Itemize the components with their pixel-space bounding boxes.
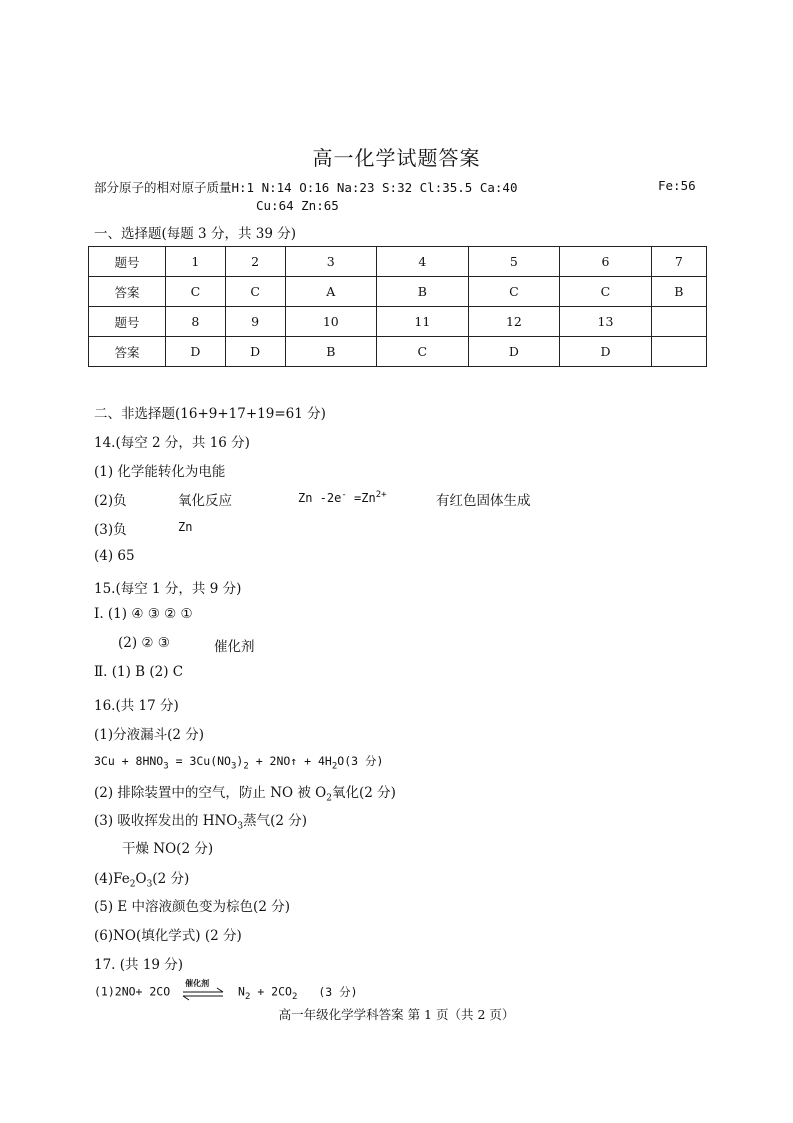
table-cell: [651, 337, 706, 367]
text-part: 氧化(2 分): [331, 785, 396, 801]
q16-answer-3b: 干燥 NO(2 分): [122, 841, 214, 857]
table-cell: 8: [166, 307, 226, 337]
text-sub: 2: [326, 793, 332, 804]
q14-answer-2-phenomenon: 有红色固体生成: [436, 493, 531, 509]
table-cell: D: [468, 337, 560, 367]
q17-equation: [94, 979, 358, 1002]
q16-answer-1: (1)分液漏斗(2 分): [94, 727, 205, 743]
eq-sub: 2: [291, 991, 298, 1002]
q15-part2-order: (2) ② ③: [118, 635, 170, 651]
eq-part: N: [238, 984, 245, 999]
text-part: (2 分): [152, 871, 190, 887]
eq-score: (3 分): [318, 984, 358, 999]
table-cell: D: [560, 337, 652, 367]
text-part: 蒸气(2 分): [243, 813, 308, 829]
table-cell: 6: [560, 247, 652, 277]
table-cell: 1: [166, 247, 226, 277]
q17-heading: 17. (共 19 分): [94, 957, 184, 973]
eq-sub: 2: [331, 761, 338, 772]
q15-part2: Ⅱ. (1) B (2) C: [94, 664, 184, 680]
table-cell: 13: [560, 307, 652, 337]
q16-answer-2: [94, 781, 396, 804]
text-part: (4)Fe: [94, 871, 130, 887]
text-part: O: [135, 871, 147, 887]
table-cell: A: [285, 277, 377, 307]
table-cell: 4: [377, 247, 469, 277]
text-part: (2) 排除装置中的空气，防止 NO 被 O: [94, 785, 327, 801]
section1-heading: 一、选择题(每题 3 分，共 39 分): [94, 226, 296, 242]
q14-answer-2-label: (2)负: [94, 493, 127, 509]
table-row: [89, 307, 707, 337]
eq-part: + 2CO: [250, 984, 292, 999]
eq-sub: 2: [243, 761, 249, 772]
eq-part: =Zn: [346, 491, 376, 505]
q14-heading: 14.(每空 2 分，共 16 分): [94, 435, 250, 451]
q14-answer-4: (4) 65: [94, 548, 135, 564]
atomic-masses-line2: Cu:64 Zn:65: [256, 198, 339, 213]
q14-answer-3-value: Zn: [178, 520, 193, 534]
table-cell: 9: [225, 307, 285, 337]
q16-answer-4: [94, 867, 189, 890]
table-cell: [651, 307, 706, 337]
table-cell: B: [377, 277, 469, 307]
reversible-arrow-icon: [181, 979, 227, 1002]
eq-part: 3Cu + 8HNO: [94, 754, 164, 768]
text-part: (3) 吸收挥发出的 HNO: [94, 813, 238, 829]
q15-catalyst: 催化剂: [214, 639, 255, 655]
q16-equation: [94, 753, 383, 771]
table-row: [89, 247, 707, 277]
table-cell: C: [560, 277, 652, 307]
q14-answer-2-equation: [298, 490, 387, 505]
answer-table: [88, 246, 707, 367]
q16-answer-5: (5) E 中溶液颜色变为棕色(2 分): [94, 899, 290, 915]
catalyst-label: 催化剂: [185, 979, 210, 988]
eq-part: + 2NO↑ + 4H: [248, 754, 332, 768]
table-cell: D: [166, 337, 226, 367]
q15-heading: 15.(每空 1 分，共 9 分): [94, 581, 242, 597]
table-cell: 7: [651, 247, 706, 277]
table-cell: 12: [468, 307, 560, 337]
table-cell: 5: [468, 247, 560, 277]
table-cell: C: [377, 337, 469, 367]
table-cell: D: [225, 337, 285, 367]
eq-part: (1)2NO+ 2CO: [94, 984, 171, 999]
page-title: 高一化学试题答案: [312, 146, 481, 170]
table-cell: C: [468, 277, 560, 307]
q16-heading: 16.(共 17 分): [94, 698, 179, 714]
eq-sub: 3: [230, 761, 237, 772]
q14-answer-1: (1) 化学能转化为电能: [94, 464, 226, 480]
table-cell: C: [225, 277, 285, 307]
eq-part: Zn -2e: [298, 491, 342, 505]
eq-part: O(3 分): [337, 754, 384, 768]
eq-sub: 3: [163, 761, 169, 772]
row-label: 答案: [89, 277, 166, 307]
eq-sup: -: [341, 490, 347, 500]
atomic-masses-line1: 部分原子的相对原子质量H:1 N:14 O:16 Na:23 S:32 Cl:35.5 Ca:40: [94, 180, 518, 195]
q16-answer-6: (6)NO(填化学式) (2 分): [94, 928, 242, 944]
table-cell: C: [166, 277, 226, 307]
eq-sup: 2+: [375, 490, 387, 500]
reversible-arrow-svg: [181, 982, 227, 1002]
text-sub: 3: [237, 821, 244, 832]
q16-answer-3: [94, 809, 307, 832]
table-cell: 3: [285, 247, 377, 277]
table-row: [89, 277, 707, 307]
page-footer: 高一年级化学学科答案 第 1 页（共 2 页）: [278, 1007, 515, 1022]
eq-sub: 2: [244, 991, 251, 1002]
atomic-mass-fe: Fe:56: [658, 178, 696, 193]
table-cell: 10: [285, 307, 377, 337]
q15-part1-order: I. (1) ④ ③ ② ①: [94, 606, 193, 622]
q14-answer-3-label: (3)负: [94, 522, 127, 538]
section2-heading: 二、非选择题(16+9+17+19=61 分): [94, 406, 326, 422]
table-cell: B: [285, 337, 377, 367]
eq-part: = 3Cu(NO: [168, 754, 231, 768]
row-label: 题号: [89, 247, 166, 277]
table-cell: 2: [225, 247, 285, 277]
table-cell: 11: [377, 307, 469, 337]
text-sub: 3: [146, 879, 153, 890]
row-label: 题号: [89, 307, 166, 337]
text-sub: 2: [129, 879, 136, 890]
table-row: [89, 337, 707, 367]
table-cell: B: [651, 277, 706, 307]
row-label: 答案: [89, 337, 166, 367]
q14-answer-2-reaction: 氧化反应: [178, 493, 232, 509]
eq-part: ): [236, 754, 244, 768]
